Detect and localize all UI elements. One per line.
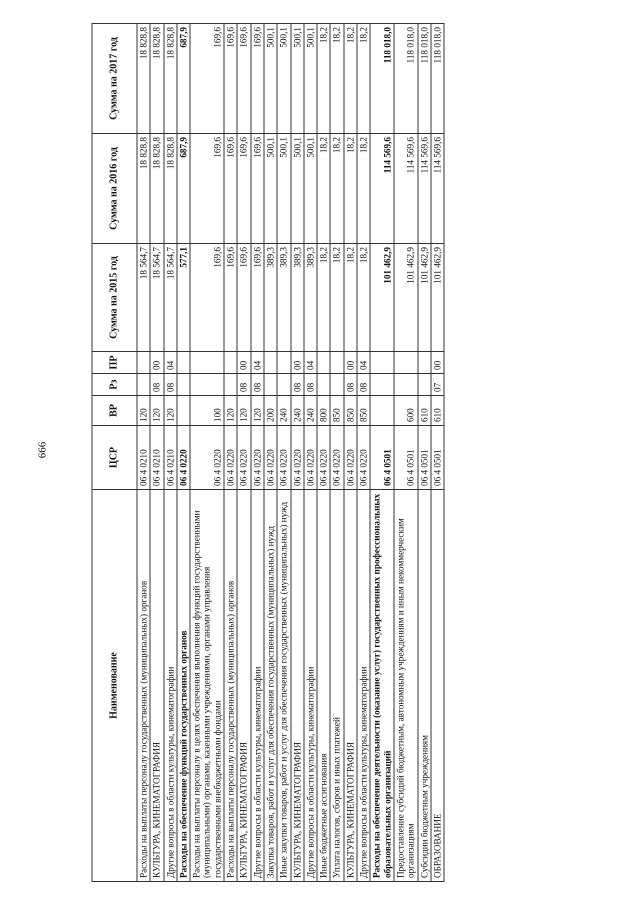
table-row bbox=[277, 23, 290, 881]
cell-vr: 600 bbox=[394, 395, 418, 425]
col-header-rz: Рз bbox=[92, 373, 137, 395]
cell-amount-2017: 18,2 bbox=[330, 23, 343, 133]
cell-pr: 00 bbox=[291, 351, 304, 373]
cell-amount-2015: 389,3 bbox=[304, 243, 317, 351]
cell-csr: 06 4 0220 bbox=[264, 425, 277, 489]
cell-amount-2016: 500,1 bbox=[304, 133, 317, 243]
cell-amount-2016: 169,6 bbox=[224, 133, 237, 243]
cell-csr: 06 4 0220 bbox=[177, 425, 190, 489]
cell-rz: 08 bbox=[251, 373, 264, 395]
cell-rz bbox=[418, 373, 431, 395]
table-row bbox=[264, 23, 277, 881]
cell-amount-2017: 500,1 bbox=[291, 23, 304, 133]
cell-csr: 06 4 0220 bbox=[190, 425, 224, 489]
cell-amount-2017: 118 018,0 bbox=[431, 23, 444, 133]
cell-pr: 04 bbox=[357, 351, 370, 373]
cell-vr: 800 bbox=[317, 395, 330, 425]
cell-pr: 00 bbox=[237, 351, 250, 373]
cell-amount-2015: 18 564,7 bbox=[164, 243, 177, 351]
cell-csr: 06 4 0220 bbox=[344, 425, 357, 489]
cell-pr bbox=[418, 351, 431, 373]
cell-name: ОБРАЗОВАНИЕ bbox=[431, 489, 444, 881]
cell-name: Расходы на выплаты персоналу государственных (муниципальных) органов bbox=[224, 489, 237, 881]
col-header-name: Наименование bbox=[92, 489, 137, 881]
cell-pr bbox=[137, 351, 150, 373]
cell-vr: 120 bbox=[164, 395, 177, 425]
col-header-csr: ЦСР bbox=[92, 425, 137, 489]
cell-name: Другие вопросы в области культуры, кинематографии bbox=[357, 489, 370, 881]
cell-amount-2016: 169,6 bbox=[237, 133, 250, 243]
cell-rz bbox=[317, 373, 330, 395]
cell-vr: 240 bbox=[277, 395, 290, 425]
rotated-page-content bbox=[92, 24, 549, 882]
cell-name: Другие вопросы в области культуры, кинематографии bbox=[251, 489, 264, 881]
cell-amount-2015: 18,2 bbox=[344, 243, 357, 351]
cell-rz: 07 bbox=[431, 373, 444, 395]
cell-pr: 04 bbox=[251, 351, 264, 373]
table-row bbox=[164, 23, 177, 881]
cell-pr: 04 bbox=[164, 351, 177, 373]
cell-amount-2016: 500,1 bbox=[277, 133, 290, 243]
cell-csr: 06 4 0220 bbox=[237, 425, 250, 489]
col-header-2016: Сумма на 2016 год bbox=[92, 133, 137, 243]
cell-amount-2016: 18,2 bbox=[344, 133, 357, 243]
cell-amount-2016: 169,6 bbox=[251, 133, 264, 243]
cell-vr: 610 bbox=[431, 395, 444, 425]
cell-csr: 06 4 0220 bbox=[304, 425, 317, 489]
cell-csr: 06 4 0210 bbox=[137, 425, 150, 489]
cell-pr bbox=[317, 351, 330, 373]
cell-amount-2017: 118 018,0 bbox=[370, 23, 394, 133]
cell-csr: 06 4 0501 bbox=[418, 425, 431, 489]
table-row bbox=[317, 23, 330, 881]
cell-name: КУЛЬТУРА, КИНЕМАТОГРАФИЯ bbox=[237, 489, 250, 881]
cell-amount-2017: 169,6 bbox=[224, 23, 237, 133]
cell-name: Уплата налогов, сборов и иных платежей bbox=[330, 489, 343, 881]
cell-vr: 850 bbox=[344, 395, 357, 425]
cell-rz bbox=[137, 373, 150, 395]
page-number: 666 bbox=[36, 441, 49, 459]
cell-amount-2015: 389,3 bbox=[291, 243, 304, 351]
cell-vr bbox=[177, 395, 190, 425]
cell-vr: 120 bbox=[237, 395, 250, 425]
cell-vr: 120 bbox=[150, 395, 163, 425]
cell-amount-2017: 500,1 bbox=[304, 23, 317, 133]
cell-name: Расходы на выплаты персоналу в целях обеспечения выполнения функций государственными (муниципальными) органами, казенными учреждениями, органами управления государственными внебюджетными фондами bbox=[190, 489, 224, 881]
cell-amount-2015: 169,6 bbox=[251, 243, 264, 351]
cell-rz bbox=[190, 373, 224, 395]
cell-name: Предоставление субсидий бюджетным, автономным учреждениям и иным некоммерческим организациям bbox=[394, 489, 418, 881]
cell-amount-2017: 18 828,8 bbox=[164, 23, 177, 133]
cell-csr: 06 4 0501 bbox=[370, 425, 394, 489]
cell-pr: 04 bbox=[304, 351, 317, 373]
table-row bbox=[304, 23, 317, 881]
table-row bbox=[291, 23, 304, 881]
cell-amount-2016: 114 569,6 bbox=[431, 133, 444, 243]
cell-csr: 06 4 0220 bbox=[277, 425, 290, 489]
cell-csr: 06 4 0220 bbox=[357, 425, 370, 489]
budget-table bbox=[92, 23, 445, 882]
cell-amount-2016: 114 569,6 bbox=[394, 133, 418, 243]
table-row bbox=[431, 23, 444, 881]
cell-vr: 240 bbox=[304, 395, 317, 425]
cell-amount-2015: 18,2 bbox=[357, 243, 370, 351]
cell-amount-2017: 500,1 bbox=[264, 23, 277, 133]
cell-rz: 08 bbox=[291, 373, 304, 395]
cell-vr bbox=[370, 395, 394, 425]
cell-amount-2017: 18 828,8 bbox=[150, 23, 163, 133]
cell-amount-2016: 114 569,6 bbox=[418, 133, 431, 243]
col-header-pr: ПР bbox=[92, 351, 137, 373]
table-row bbox=[394, 23, 418, 881]
cell-amount-2016: 169,6 bbox=[190, 133, 224, 243]
table-row bbox=[344, 23, 357, 881]
cell-amount-2017: 169,6 bbox=[190, 23, 224, 133]
table-row bbox=[137, 23, 150, 881]
col-header-2015: Сумма на 2015 год bbox=[92, 243, 137, 351]
cell-vr: 120 bbox=[137, 395, 150, 425]
cell-amount-2015: 169,6 bbox=[190, 243, 224, 351]
table-row bbox=[330, 23, 343, 881]
cell-vr: 610 bbox=[418, 395, 431, 425]
cell-amount-2015: 101 462,9 bbox=[431, 243, 444, 351]
cell-name: КУЛЬТУРА, КИНЕМАТОГРАФИЯ bbox=[344, 489, 357, 881]
cell-pr bbox=[277, 351, 290, 373]
cell-csr: 06 4 0220 bbox=[317, 425, 330, 489]
cell-pr bbox=[177, 351, 190, 373]
cell-name: КУЛЬТУРА, КИНЕМАТОГРАФИЯ bbox=[291, 489, 304, 881]
cell-name: КУЛЬТУРА, КИНЕМАТОГРАФИЯ bbox=[150, 489, 163, 881]
cell-amount-2017: 18 828,8 bbox=[137, 23, 150, 133]
table-row bbox=[237, 23, 250, 881]
cell-amount-2015: 101 462,9 bbox=[370, 243, 394, 351]
table-row bbox=[190, 23, 224, 881]
cell-amount-2016: 114 569,6 bbox=[370, 133, 394, 243]
col-header-2017: Сумма на 2017 год bbox=[92, 23, 137, 133]
cell-pr bbox=[330, 351, 343, 373]
cell-amount-2016: 18 828,8 bbox=[150, 133, 163, 243]
cell-amount-2016: 500,1 bbox=[291, 133, 304, 243]
cell-vr: 850 bbox=[330, 395, 343, 425]
cell-vr: 120 bbox=[224, 395, 237, 425]
cell-vr: 100 bbox=[190, 395, 224, 425]
cell-rz: 08 bbox=[344, 373, 357, 395]
cell-pr bbox=[224, 351, 237, 373]
cell-amount-2015: 18 564,7 bbox=[150, 243, 163, 351]
cell-amount-2015: 389,3 bbox=[264, 243, 277, 351]
cell-vr: 850 bbox=[357, 395, 370, 425]
cell-rz: 08 bbox=[237, 373, 250, 395]
cell-amount-2017: 18,2 bbox=[357, 23, 370, 133]
cell-amount-2015: 169,6 bbox=[237, 243, 250, 351]
table-header-row bbox=[92, 23, 137, 881]
cell-amount-2015: 577,1 bbox=[177, 243, 190, 351]
table-row bbox=[370, 23, 394, 881]
cell-name: Субсидии бюджетным учреждениям bbox=[418, 489, 431, 881]
cell-csr: 06 4 0501 bbox=[431, 425, 444, 489]
cell-amount-2015: 18,2 bbox=[330, 243, 343, 351]
cell-name: Расходы на обеспечение деятельности (оказание услуг) государственных профессиональных образовательных организаций bbox=[370, 489, 394, 881]
cell-rz: 08 bbox=[150, 373, 163, 395]
cell-name: Расходы на обеспечение функций государственных органов bbox=[177, 489, 190, 881]
cell-name: Расходы на выплаты персоналу государственных (муниципальных) органов bbox=[137, 489, 150, 881]
cell-name: Иные бюджетные ассигнования bbox=[317, 489, 330, 881]
cell-rz: 08 bbox=[164, 373, 177, 395]
table-row bbox=[150, 23, 163, 881]
cell-amount-2016: 18 828,8 bbox=[164, 133, 177, 243]
cell-rz bbox=[177, 373, 190, 395]
cell-amount-2016: 18,2 bbox=[317, 133, 330, 243]
cell-name: Иные закупки товаров, работ и услуг для обеспечения государственных (муниципальных) нужд bbox=[277, 489, 290, 881]
cell-csr: 06 4 0220 bbox=[330, 425, 343, 489]
table-row bbox=[224, 23, 237, 881]
cell-pr: 00 bbox=[150, 351, 163, 373]
cell-amount-2017: 18,2 bbox=[317, 23, 330, 133]
cell-pr bbox=[370, 351, 394, 373]
cell-pr: 00 bbox=[344, 351, 357, 373]
cell-pr: 00 bbox=[431, 351, 444, 373]
col-header-vr: ВР bbox=[92, 395, 137, 425]
cell-amount-2017: 118 018,0 bbox=[418, 23, 431, 133]
cell-rz: 08 bbox=[357, 373, 370, 395]
cell-amount-2016: 18,2 bbox=[330, 133, 343, 243]
cell-csr: 06 4 0220 bbox=[291, 425, 304, 489]
cell-amount-2016: 18 828,8 bbox=[137, 133, 150, 243]
cell-amount-2015: 389,3 bbox=[277, 243, 290, 351]
cell-csr: 06 4 0210 bbox=[164, 425, 177, 489]
table-row bbox=[251, 23, 264, 881]
cell-amount-2017: 18,2 bbox=[344, 23, 357, 133]
cell-name: Другие вопросы в области культуры, кинематографии bbox=[164, 489, 177, 881]
cell-amount-2017: 169,6 bbox=[251, 23, 264, 133]
cell-amount-2016: 500,1 bbox=[264, 133, 277, 243]
cell-vr: 120 bbox=[251, 395, 264, 425]
cell-vr: 240 bbox=[291, 395, 304, 425]
cell-name: Закупка товаров, работ и услуг для обеспечения государственных (муниципальных) нужд bbox=[264, 489, 277, 881]
cell-rz: 08 bbox=[304, 373, 317, 395]
cell-csr: 06 4 0220 bbox=[251, 425, 264, 489]
cell-amount-2015: 169,6 bbox=[224, 243, 237, 351]
cell-amount-2017: 687,9 bbox=[177, 23, 190, 133]
cell-amount-2017: 500,1 bbox=[277, 23, 290, 133]
cell-rz bbox=[394, 373, 418, 395]
cell-rz bbox=[264, 373, 277, 395]
cell-rz bbox=[224, 373, 237, 395]
cell-pr bbox=[190, 351, 224, 373]
cell-amount-2016: 687,9 bbox=[177, 133, 190, 243]
cell-rz bbox=[370, 373, 394, 395]
cell-amount-2015: 101 462,9 bbox=[418, 243, 431, 351]
cell-name: Другие вопросы в области культуры, кинематографии bbox=[304, 489, 317, 881]
cell-pr bbox=[264, 351, 277, 373]
cell-amount-2016: 18,2 bbox=[357, 133, 370, 243]
cell-rz bbox=[330, 373, 343, 395]
cell-amount-2015: 18 564,7 bbox=[137, 243, 150, 351]
cell-pr bbox=[394, 351, 418, 373]
cell-amount-2015: 18,2 bbox=[317, 243, 330, 351]
cell-amount-2017: 118 018,0 bbox=[394, 23, 418, 133]
cell-amount-2017: 169,6 bbox=[237, 23, 250, 133]
cell-csr: 06 4 0220 bbox=[224, 425, 237, 489]
cell-csr: 06 4 0501 bbox=[394, 425, 418, 489]
table-row bbox=[418, 23, 431, 881]
cell-amount-2015: 101 462,9 bbox=[394, 243, 418, 351]
table-row bbox=[357, 23, 370, 881]
cell-vr: 200 bbox=[264, 395, 277, 425]
cell-csr: 06 4 0210 bbox=[150, 425, 163, 489]
table-row bbox=[177, 23, 190, 881]
cell-rz bbox=[277, 373, 290, 395]
